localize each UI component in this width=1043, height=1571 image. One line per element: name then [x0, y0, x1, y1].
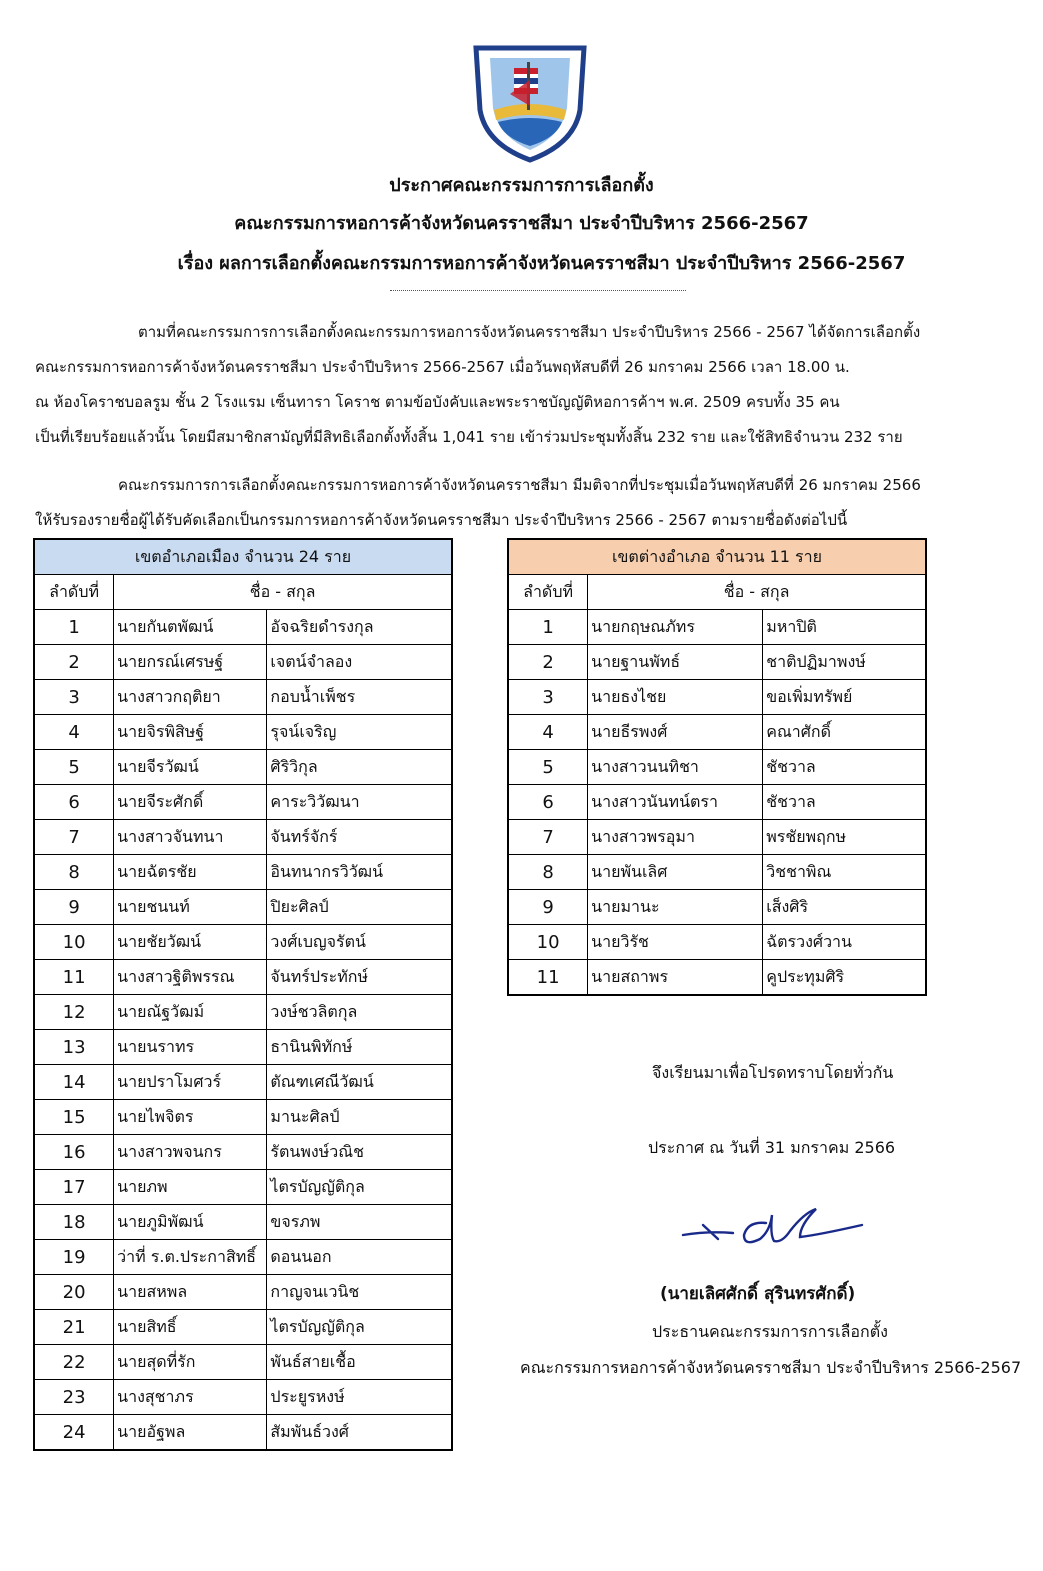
paragraph-2-line-1: คณะกรรมการการเลือกตั้งคณะกรรมการหอการค้าจังหวัดนครราชสีมา มีมติจากที่ประชุมเมื่อวันพฤหัสบดีที่ 26 มกราคม 2566 — [118, 476, 921, 494]
closing-statement: จึงเรียนมาเพื่อโปรดทราบโดยทั่วกัน — [652, 1063, 894, 1082]
table-row — [34, 1170, 452, 1205]
table-row — [508, 855, 926, 890]
row-number: 23 — [34, 1380, 114, 1415]
paragraph-1-line-4: เป็นที่เรียบร้อยแล้วนั้น โดยมีสมาชิกสามัญที่มีสิทธิเลือกตั้งทั้งสิ้น 1,041 ราย เข้าร่วมประชุมทั้งสิ้น 232 ราย และใช้สิทธิจำนวน 232 ราย — [35, 428, 903, 446]
table-heading: เขตต่างอำเภอ จำนวน 11 ราย — [508, 539, 926, 575]
announcement-date: ประกาศ ณ วันที่ 31 มกราคม 2566 — [648, 1138, 896, 1157]
first-name: นายกฤษณภัทร — [588, 610, 763, 645]
last-name: ศิริวิกุล — [267, 750, 452, 785]
first-name: นายสถาพร — [588, 960, 763, 996]
first-name: นางสุชาภร — [114, 1380, 267, 1415]
chamber-of-commerce-logo — [470, 40, 590, 164]
row-number: 6 — [34, 785, 114, 820]
row-number: 12 — [34, 995, 114, 1030]
first-name: นายจิรพิสิษฐ์ — [114, 715, 267, 750]
last-name: มานะศิลป์ — [267, 1100, 452, 1135]
row-number: 3 — [34, 680, 114, 715]
table-row — [34, 995, 452, 1030]
column-header-order: ลำดับที่ — [508, 575, 588, 610]
last-name: ขจรภพ — [267, 1205, 452, 1240]
table-row — [34, 1100, 452, 1135]
row-number: 4 — [34, 715, 114, 750]
table-row — [34, 645, 452, 680]
first-name: นายกันตพัฒน์ — [114, 610, 267, 645]
announcement-title: ประกาศคณะกรรมการการเลือกตั้ง — [389, 175, 654, 196]
table-row — [508, 785, 926, 820]
last-name: วงศ์เบญจรัตน์ — [267, 925, 452, 960]
row-number: 2 — [34, 645, 114, 680]
paragraph-2-line-2: ให้รับรองรายชื่อผู้ได้รับคัดเลือกเป็นกรรมการหอการค้าจังหวัดนครราชสีมา ประจำปีบริหาร 2566 - 2567 ตามรายชื่อดังต่อไปนี้ — [35, 511, 848, 529]
last-name: ชาติปฏิมาพงษ์ — [763, 645, 926, 680]
first-name: นายปราโมศวร์ — [114, 1065, 267, 1100]
row-number: 19 — [34, 1240, 114, 1275]
last-name: วงษ์ชวลิตกุล — [267, 995, 452, 1030]
table-row — [34, 610, 452, 645]
last-name: ไตรบัญญัติกุล — [267, 1310, 452, 1345]
table-row — [508, 960, 926, 996]
row-number: 8 — [34, 855, 114, 890]
first-name: นางสาวนันทน์ตรา — [588, 785, 763, 820]
last-name: ประยูรหงษ์ — [267, 1380, 452, 1415]
table-row — [34, 1030, 452, 1065]
last-name: จันทร์จักร์ — [267, 820, 452, 855]
last-name: วิชชาพิณ — [763, 855, 926, 890]
first-name: นายชนนท์ — [114, 890, 267, 925]
row-number: 22 — [34, 1345, 114, 1380]
row-number: 3 — [508, 680, 588, 715]
first-name: นายชัยวัฒน์ — [114, 925, 267, 960]
last-name: จันทร์ประทักษ์ — [267, 960, 452, 995]
first-name: นายไพจิตร — [114, 1100, 267, 1135]
table-row — [34, 1275, 452, 1310]
row-number: 7 — [34, 820, 114, 855]
last-name: พันธ์สายเชื้อ — [267, 1345, 452, 1380]
row-number: 20 — [34, 1275, 114, 1310]
first-name: นายภพ — [114, 1170, 267, 1205]
row-number: 13 — [34, 1030, 114, 1065]
table-row — [34, 1380, 452, 1415]
last-name: ชัชวาล — [763, 785, 926, 820]
table-row — [34, 1345, 452, 1380]
first-name: นางสาวพรอุมา — [588, 820, 763, 855]
row-number: 6 — [508, 785, 588, 820]
first-name: นางสาวจันทนา — [114, 820, 267, 855]
column-header-name: ชื่อ - สกุล — [588, 575, 926, 610]
row-number: 8 — [508, 855, 588, 890]
signature — [678, 1195, 868, 1255]
first-name: นายอัฐพล — [114, 1415, 267, 1451]
last-name: คณาศักดิ์ — [763, 715, 926, 750]
first-name: นายสหพล — [114, 1275, 267, 1310]
table-row — [34, 855, 452, 890]
paragraph-1-line-2: คณะกรรมการหอการค้าจังหวัดนครราชสีมา ประจำปีบริหาร 2566-2567 เมื่อวันพฤหัสบดีที่ 26 มกราคม 2566 เวลา 18.00 น. — [35, 358, 850, 376]
last-name: รัตนพงษ์วณิช — [267, 1135, 452, 1170]
table-row — [34, 785, 452, 820]
last-name: ดอนนอก — [267, 1240, 452, 1275]
other-districts-table — [507, 538, 927, 996]
first-name: นายกรณ์เศรษฐ์ — [114, 645, 267, 680]
table-row — [508, 890, 926, 925]
first-name: นายธงไชย — [588, 680, 763, 715]
last-name: ไตรบัญญัติกุล — [267, 1170, 452, 1205]
last-name: เส็งศิริ — [763, 890, 926, 925]
first-name: นายสุดที่รัก — [114, 1345, 267, 1380]
last-name: ธานินพิทักษ์ — [267, 1030, 452, 1065]
table-row — [508, 750, 926, 785]
row-number: 24 — [34, 1415, 114, 1451]
table-heading: เขตอำเภอเมือง จำนวน 24 ราย — [34, 539, 452, 575]
first-name: นายมานะ — [588, 890, 763, 925]
table-row — [34, 960, 452, 995]
row-number: 5 — [508, 750, 588, 785]
table-row — [34, 750, 452, 785]
last-name: มหาปิติ — [763, 610, 926, 645]
table-row — [34, 680, 452, 715]
table-row — [34, 925, 452, 960]
first-name: นางสาวฐิติพรรณ — [114, 960, 267, 995]
row-number: 21 — [34, 1310, 114, 1345]
last-name: ชัชวาล — [763, 750, 926, 785]
first-name: นายพันเลิศ — [588, 855, 763, 890]
last-name: พรชัยพฤกษ — [763, 820, 926, 855]
first-name: นายวิรัช — [588, 925, 763, 960]
column-header-order: ลำดับที่ — [34, 575, 114, 610]
last-name: เจตน์จำลอง — [267, 645, 452, 680]
signer-name: (นายเลิศศักดิ์ สุรินทรศักดิ์) — [660, 1284, 856, 1304]
table-row — [34, 1135, 452, 1170]
table-row — [508, 645, 926, 680]
row-number: 1 — [508, 610, 588, 645]
last-name: ปิยะศิลป์ — [267, 890, 452, 925]
column-header-name: ชื่อ - สกุล — [114, 575, 452, 610]
last-name: สัมพันธ์วงศ์ — [267, 1415, 452, 1451]
row-number: 1 — [34, 610, 114, 645]
table-row — [34, 1065, 452, 1100]
row-number: 18 — [34, 1205, 114, 1240]
row-number: 17 — [34, 1170, 114, 1205]
last-name: อัจฉริยดำรงกุล — [267, 610, 452, 645]
first-name: นางสาวพจนกร — [114, 1135, 267, 1170]
row-number: 11 — [508, 960, 588, 996]
table-row — [508, 680, 926, 715]
subject-title: เรื่อง ผลการเลือกตั้งคณะกรรมการหอการค้าจังหวัดนครราชสีมา ประจำปีบริหาร 2566-2567 — [177, 253, 906, 274]
first-name: นายภูมิพัฒน์ — [114, 1205, 267, 1240]
row-number: 14 — [34, 1065, 114, 1100]
last-name: ฉัตรวงศ์วาน — [763, 925, 926, 960]
row-number: 16 — [34, 1135, 114, 1170]
last-name: คูประทุมศิริ — [763, 960, 926, 996]
table-row — [34, 1205, 452, 1240]
last-name: อินทนากรวิวัฒน์ — [267, 855, 452, 890]
row-number: 9 — [508, 890, 588, 925]
table-row — [34, 890, 452, 925]
first-name: นางสาวนนทิชา — [588, 750, 763, 785]
row-number: 2 — [508, 645, 588, 680]
first-name: นายฐานพัทธ์ — [588, 645, 763, 680]
signer-committee: คณะกรรมการหอการค้าจังหวัดนครราชสีมา ประจำปีบริหาร 2566-2567 — [520, 1358, 1022, 1377]
dotted-divider — [390, 290, 686, 291]
first-name: นายสิทธิ์ — [114, 1310, 267, 1345]
table-row — [34, 1240, 452, 1275]
last-name: กอบน้ำเพ็ชร — [267, 680, 452, 715]
last-name: รุจน์เจริญ — [267, 715, 452, 750]
committee-title: คณะกรรมการหอการค้าจังหวัดนครราชสีมา ประจำปีบริหาร 2566-2567 — [234, 213, 809, 234]
row-number: 9 — [34, 890, 114, 925]
signer-position: ประธานคณะกรรมการการเลือกตั้ง — [652, 1322, 888, 1341]
table-row — [508, 820, 926, 855]
row-number: 5 — [34, 750, 114, 785]
paragraph-1-line-1: ตามที่คณะกรรมการการเลือกตั้งคณะกรรมการหอการจังหวัดนครราชสีมา ประจำปีบริหาร 2566 - 2567 ได้จัดการเลือกตั้ง — [138, 323, 921, 341]
table-row — [34, 1415, 452, 1451]
row-number: 11 — [34, 960, 114, 995]
row-number: 10 — [34, 925, 114, 960]
first-name: นายจีระศักดิ์ — [114, 785, 267, 820]
first-name: นายธีรพงศ์ — [588, 715, 763, 750]
row-number: 4 — [508, 715, 588, 750]
first-name: นายนราทร — [114, 1030, 267, 1065]
first-name: ว่าที่ ร.ต.ประกาสิทธิ์ — [114, 1240, 267, 1275]
last-name: กาญจนเวนิช — [267, 1275, 452, 1310]
table-row — [508, 715, 926, 750]
table-row — [508, 925, 926, 960]
row-number: 7 — [508, 820, 588, 855]
table-row — [34, 820, 452, 855]
first-name: นางสาวกฤติยา — [114, 680, 267, 715]
last-name: ตัณฑเศณีวัฒน์ — [267, 1065, 452, 1100]
mueang-district-table — [33, 538, 453, 1451]
first-name: นายฉัตรชัย — [114, 855, 267, 890]
table-row — [34, 1310, 452, 1345]
last-name: ขอเพิ่มทรัพย์ — [763, 680, 926, 715]
table-row — [508, 610, 926, 645]
row-number: 15 — [34, 1100, 114, 1135]
row-number: 10 — [508, 925, 588, 960]
last-name: คาระวิวัฒนา — [267, 785, 452, 820]
first-name: นายจีรวัฒน์ — [114, 750, 267, 785]
paragraph-1-line-3: ณ ห้องโคราชบอลรูม ชั้น 2 โรงแรม เซ็นทารา โคราช ตามข้อบังคับและพระราชบัญญัติหอการค้าฯ พ.ศ. 2509 ครบทั้ง 35 คน — [35, 393, 840, 411]
table-row — [34, 715, 452, 750]
first-name: นายณัฐวัฒม์ — [114, 995, 267, 1030]
